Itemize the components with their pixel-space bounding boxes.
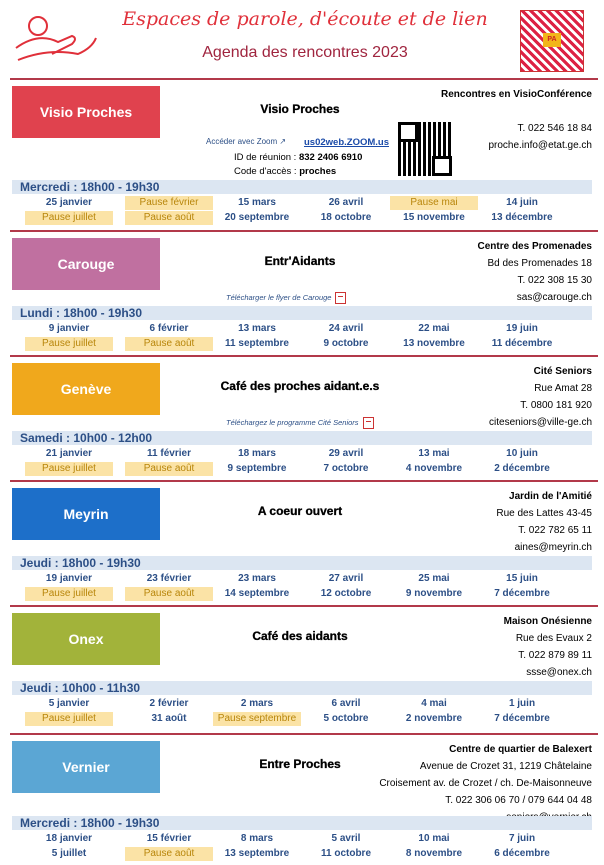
- date-cell: 8 mars: [240, 833, 274, 844]
- date-cell: 29 avril: [328, 448, 364, 459]
- date-cell: 21 janvier: [45, 448, 93, 459]
- venue-line: T. 022 879 89 11: [518, 650, 592, 661]
- date-cell: 9 novembre: [405, 588, 463, 599]
- venue-title: Jardin de l'Amitié: [509, 491, 592, 502]
- group-name: Café des proches aidant.e.s: [220, 379, 380, 393]
- schedule-text: Samedi : 10h00 - 12h00: [20, 431, 153, 445]
- schedule-bar: [12, 180, 592, 194]
- group-name: Café des aidants: [252, 629, 348, 643]
- date-cell: 22 mai: [418, 323, 450, 334]
- venue-email[interactable]: sas@carouge.ch: [516, 292, 592, 303]
- date-cell: 15 février: [146, 833, 192, 844]
- date-cell: 11 février: [147, 448, 191, 459]
- schedule-text: Lundi : 18h00 - 19h30: [20, 306, 143, 320]
- date-cell: Pause août: [125, 587, 213, 601]
- section-separator: [10, 78, 598, 80]
- date-cell: 24 avril: [328, 323, 364, 334]
- venue-line: T. 022 308 15 30: [517, 275, 592, 286]
- date-cell: 26 avril: [328, 197, 364, 208]
- zoom-access-text: Accéder avec Zoom: [206, 137, 278, 146]
- venue-line: Rue des Evaux 2: [515, 633, 592, 644]
- date-cell: Pause juillet: [25, 462, 113, 476]
- date-cell: Pause juillet: [25, 211, 113, 225]
- date-cell: 11 septembre: [225, 338, 289, 349]
- date-cell: Pause juillet: [25, 337, 113, 351]
- venue-line: T. 022 546 18 84: [517, 123, 592, 134]
- venue-info: [379, 741, 592, 826]
- date-cell: 27 avril: [328, 573, 364, 584]
- date-cell: 6 décembre: [494, 848, 550, 859]
- venue-title: Centre des Promenades: [477, 241, 592, 252]
- venue-line: T. 022 306 06 70 / 079 644 04 48: [445, 795, 592, 806]
- city-button[interactable]: Genève: [12, 363, 160, 415]
- date-cell: Pause juillet: [25, 587, 113, 601]
- venue-title: Centre de quartier de Balexert: [449, 744, 592, 755]
- schedule-text: Jeudi : 10h00 - 11h30: [20, 681, 141, 695]
- schedule-bar: [12, 431, 592, 445]
- date-cell: 9 octobre: [323, 338, 369, 349]
- venue-line: Rue Amat 28: [534, 383, 592, 394]
- flyer-link[interactable]: [226, 417, 374, 429]
- date-cell: 2 décembre: [494, 463, 550, 474]
- date-cell: 2 novembre: [405, 713, 463, 724]
- pdf-icon: [363, 417, 374, 429]
- date-cell: 14 juin: [506, 197, 538, 208]
- venue-line: Rue des Lattes 43-45: [496, 508, 592, 519]
- date-cell: 18 janvier: [45, 833, 93, 844]
- date-cell: 5 octobre: [323, 713, 369, 724]
- date-cell: Pause mai: [390, 196, 478, 210]
- caring-hands-icon: [8, 8, 100, 70]
- date-cell: Pause février: [125, 196, 213, 210]
- date-cell: Pause août: [125, 847, 213, 861]
- date-cell: 9 janvier: [48, 323, 90, 334]
- city-button[interactable]: Onex: [12, 613, 160, 665]
- date-cell: 7 décembre: [494, 713, 550, 724]
- city-button[interactable]: Visio Proches: [12, 86, 160, 138]
- date-cell: 14 septembre: [224, 588, 290, 599]
- group-name: Entre Proches: [259, 757, 341, 771]
- venue-info: [496, 488, 592, 556]
- city-button[interactable]: Meyrin: [12, 488, 160, 540]
- venue-email[interactable]: proche.info@etat.ge.ch: [488, 140, 592, 151]
- date-cell: 13 septembre: [224, 848, 290, 859]
- date-cell: 25 janvier: [45, 197, 93, 208]
- section-separator: [10, 355, 598, 357]
- section-separator: [10, 480, 598, 482]
- date-cell: 15 mars: [238, 197, 276, 208]
- date-cell: 8 novembre: [405, 848, 463, 859]
- venue-info: [478, 238, 593, 306]
- date-cell: 13 décembre: [491, 212, 553, 223]
- date-cell: 31 août: [151, 713, 187, 724]
- group-name: A coeur ouvert: [257, 504, 343, 518]
- date-cell: 19 janvier: [45, 573, 93, 584]
- date-cell: 23 mars: [238, 573, 276, 584]
- venue-line: T. 022 782 65 11: [518, 525, 592, 536]
- city-button[interactable]: Carouge: [12, 238, 160, 290]
- date-cell: 13 mai: [418, 448, 450, 459]
- date-cell: 2 mars: [240, 698, 274, 709]
- date-cell: 20 septembre: [224, 212, 290, 223]
- section-separator: [10, 605, 598, 607]
- date-cell: 12 octobre: [320, 588, 372, 599]
- venue-title: Maison Onésienne: [503, 616, 592, 627]
- date-cell: 6 avril: [331, 698, 361, 709]
- schedule-text: Mercredi : 18h00 - 19h30: [20, 180, 160, 194]
- flyer-link-text: Téléchargez le programme Cité Seniors: [226, 417, 359, 427]
- schedule-text: Jeudi : 18h00 - 19h30: [20, 556, 141, 570]
- meeting-id: [234, 152, 362, 163]
- date-cell: Pause septembre: [213, 712, 301, 726]
- venue-info: [504, 613, 592, 681]
- zoom-link[interactable]: us02web.ZOOM.us: [304, 137, 389, 148]
- pdf-icon: [335, 292, 346, 304]
- date-cell: 10 juin: [506, 448, 538, 459]
- page-header: [0, 0, 604, 80]
- date-cell: 4 mai: [421, 698, 447, 709]
- meeting-id-label: ID de réunion :: [234, 152, 297, 163]
- date-cell: 2 février: [149, 698, 189, 709]
- venue-line: Bd des Promenades 18: [487, 258, 592, 269]
- date-cell: 11 octobre: [320, 848, 372, 859]
- page-title: Espaces de parole, d'écoute et de lien: [122, 8, 488, 30]
- venue-email[interactable]: aines@meyrin.ch: [514, 542, 592, 553]
- qr-code-icon[interactable]: [520, 10, 584, 72]
- date-cell: 9 septembre: [227, 463, 287, 474]
- venue-line: Croisement av. de Crozet / ch. De-Maisonneuve: [379, 778, 592, 789]
- venue-info: [489, 363, 592, 431]
- date-cell: 5 janvier: [48, 698, 90, 709]
- venue-info: [441, 86, 592, 154]
- date-cell: 5 avril: [331, 833, 361, 844]
- access-code-value: proches: [299, 166, 337, 177]
- section-separator: [10, 230, 598, 232]
- section-separator: [10, 733, 598, 735]
- date-cell: 13 mars: [238, 323, 276, 334]
- external-link-icon: ↗: [279, 137, 287, 146]
- date-cell: 25 mai: [418, 573, 450, 584]
- date-cell: 7 octobre: [323, 463, 369, 474]
- date-cell: 15 juin: [506, 573, 538, 584]
- date-cell: 23 février: [146, 573, 192, 584]
- schedule-bar: [12, 816, 592, 830]
- venue-email[interactable]: ssse@onex.ch: [526, 667, 592, 678]
- date-cell: 4 novembre: [405, 463, 463, 474]
- date-cell: 11 décembre: [491, 338, 553, 349]
- city-button[interactable]: Vernier: [12, 741, 160, 793]
- date-cell: 18 octobre: [320, 212, 372, 223]
- date-cell: Pause août: [125, 211, 213, 225]
- date-cell: 15 novembre: [403, 212, 465, 223]
- page-subtitle: Agenda des rencontres 2023: [202, 44, 408, 61]
- date-cell: Pause août: [125, 337, 213, 351]
- date-cell: 7 juin: [508, 833, 536, 844]
- venue-line: Avenue de Crozet 31, 1219 Châtelaine: [419, 761, 592, 772]
- group-name: Visio Proches: [260, 102, 340, 116]
- date-cell: 5 juillet: [51, 848, 87, 859]
- meeting-id-value: 832 2406 6910: [298, 152, 363, 163]
- date-cell: 6 février: [149, 323, 189, 334]
- venue-title: Cité Seniors: [533, 366, 592, 377]
- group-name: Entr'Aidants: [264, 254, 336, 268]
- access-code-label: Code d'accès :: [234, 166, 297, 177]
- date-cell: Pause août: [125, 462, 213, 476]
- schedule-bar: [12, 556, 592, 570]
- qr-badge: PA: [543, 33, 561, 47]
- flyer-link[interactable]: [226, 292, 346, 304]
- date-cell: 19 juin: [506, 323, 538, 334]
- schedule-text: Mercredi : 18h00 - 19h30: [20, 816, 160, 830]
- date-cell: 7 décembre: [494, 588, 550, 599]
- venue-line: T. 0800 181 920: [520, 400, 592, 411]
- schedule-bar: [12, 681, 592, 695]
- date-cell: 13 novembre: [403, 338, 465, 349]
- venue-email[interactable]: citeseniors@ville-ge.ch: [489, 417, 592, 428]
- date-cell: 18 mars: [238, 448, 276, 459]
- date-cell: Pause juillet: [25, 712, 113, 726]
- venue-title: Rencontres en VisioConférence: [441, 89, 592, 100]
- access-code: [234, 166, 336, 177]
- schedule-bar: [12, 306, 592, 320]
- zoom-access-label[interactable]: [206, 137, 286, 146]
- date-cell: 10 mai: [418, 833, 450, 844]
- zoom-qr-code-icon[interactable]: [398, 122, 452, 176]
- date-cell: 1 juin: [508, 698, 536, 709]
- flyer-link-text: Télécharger le flyer de Carouge: [226, 292, 332, 302]
